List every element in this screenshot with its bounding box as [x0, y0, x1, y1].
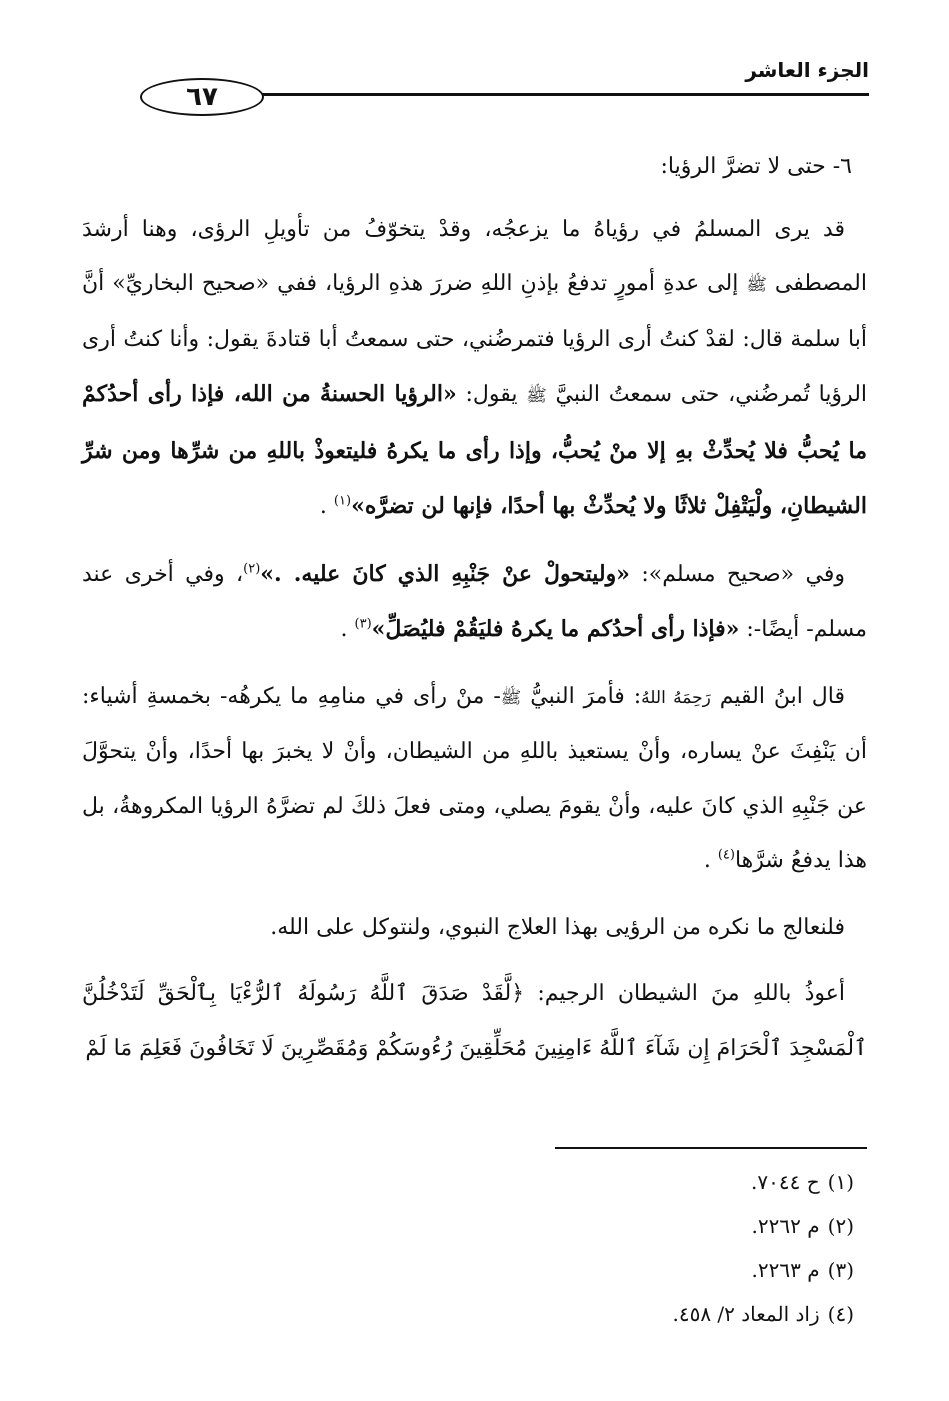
footnote-text: م ٢٢٦٢.: [751, 1214, 820, 1238]
footnote-number: (٤): [827, 1302, 854, 1326]
hadith-quote: «وليتحولْ عنْ جَنْبِهِ الذي كانَ عليه. .»: [260, 560, 630, 587]
quran-verse: ﴿لَّقَدْ صَدَقَ ٱللَّهُ رَسُولَهُ ٱلرُّءْيَا بِٱلْحَقِّ لَتَدْخُلُنَّ ٱلْمَسْجِدَ ٱلْحَرَامَ إِن شَآءَ ٱللَّهُ ءَامِنِينَ مُحَلِّقِينَ رُءُوسَكُمْ وَمُقَصِّرِينَ لَا تَخَافُونَ فَعَلِمَ مَا لَمْ: [82, 981, 867, 1061]
p2-text-2: ، وفي أخرى عند مسلم- أيضًا-:: [82, 561, 867, 642]
p3-end: .: [703, 848, 718, 873]
honorific-glyph: رَحِمَهُ اللهُ: [641, 687, 711, 708]
p5-text-1: أعوذُ باللهِ منَ الشيطان الرجيم:: [524, 981, 845, 1006]
header-rule: [225, 93, 869, 96]
footnote-3: [300, 1248, 854, 1292]
paragraph-3: [82, 670, 867, 889]
footnote-ref-2: (٢): [243, 561, 261, 577]
p3-text-1: قال ابنُ القيم: [710, 683, 846, 709]
section-heading: ٦- حتى لا تضرَّ الرؤيا:: [660, 154, 852, 179]
salutation-glyph: ﷺ: [746, 275, 767, 295]
footnote-ref-1: (١): [333, 493, 352, 509]
running-title: الجزء العاشر: [745, 58, 869, 82]
hadith-quote: «الرؤيا الحسنةُ من الله، فإذا رأى أحدُكمْ ما يُحبُّ فلا يُحدِّثْ بهِ إلا منْ يُحبُّ، وإذا رأى ما يكرهُ فليتعوذْ باللهِ من شرِّها ومن شرِّ الشيطانِ، ولْيَتْفِلْ ثلاثًا ولا يُحدِّثْ بها أحدًا، فإنها لن تضرَّه»: [82, 381, 867, 519]
footnote-number: (٣): [827, 1258, 854, 1282]
p2-text-1: وفي «صحيح مسلم»:: [629, 561, 845, 587]
footnotes: [300, 1160, 854, 1336]
footnote-ref-4: (٤): [717, 847, 735, 863]
paragraph-5: [82, 967, 867, 1076]
footnote-divider: [555, 1147, 867, 1149]
paragraph-4: فلنعالج ما نكره من الرؤيى بهذا العلاج النبوي، ولنتوكل على الله.: [270, 914, 845, 940]
footnote-number: (١): [827, 1170, 854, 1194]
footnote-2: [300, 1204, 854, 1248]
hadith-quote: «فإذا رأى أحدُكم ما يكرهُ فليَقُمْ فليُصَلِّ»: [371, 616, 740, 642]
paragraph-2: [82, 547, 867, 658]
p1-text-1: قد يرى المسلمُ في رؤياهُ ما يزعجُه، وقدْ يتخوّفُ من تأويلِ الرؤى، وهنا أرشدَ المصطفى: [82, 216, 867, 296]
salutation-glyph: ﷺ: [526, 386, 547, 406]
footnote-1: [300, 1160, 854, 1204]
main-text: [82, 140, 867, 1088]
page-header: [85, 56, 869, 112]
footnote-ref-3: (٣): [354, 616, 372, 632]
footnote-4: [300, 1292, 854, 1336]
footnote-text: م ٢٢٦٣.: [751, 1258, 820, 1282]
p2-end: .: [340, 617, 355, 642]
footnote-number: (٢): [827, 1214, 854, 1238]
page-number: ٦٧: [140, 78, 264, 116]
p1-text-2: إلى عدةِ أمورٍ تدفعُ بإذنِ اللهِ ضررَ هذهِ الرؤيا، ففي «صحيح البخاريِّ» أنَّ أبا سلمة قال: لقدْ كنتُ أرى الرؤيا فتمرضُني، حتى سمعتُ أبا قتادةَ يقول: وأنا كنتُ أرى الرؤيا تُمرضُني، حتى سمعتُ النبيَّ: [82, 271, 868, 407]
p3-text-3: - منْ رأى في منامِهِ ما يكرهُه- بخمسةِ أشياء: أن يَنْفِثَ عنْ يساره، وأنْ يستعيذ باللهِ من الشيطان، وأنْ لا يخبرَ بها أحدًا، وأنْ يتحوَّلَ عن جَنْبِهِ الذي كانَ عليه، وأنْ يقومَ يصلي، ومتى فعلَ ذلكَ لم تضرَّهُ الرؤيا المكروهةُ، بل هذا يدفعُ شرَّها: [82, 683, 867, 873]
footnote-text: زاد المعاد ٢/ ٤٥٨.: [672, 1302, 820, 1326]
p1-end: .: [319, 494, 334, 519]
paragraph-1: [82, 203, 867, 535]
salutation-glyph: ﷺ: [500, 687, 522, 708]
p3-text-2: : فأمرَ النبيُّ: [521, 683, 642, 709]
p1-text-3: يقول:: [456, 382, 527, 407]
footnote-text: ح ٧٠٤٤.: [751, 1170, 820, 1194]
